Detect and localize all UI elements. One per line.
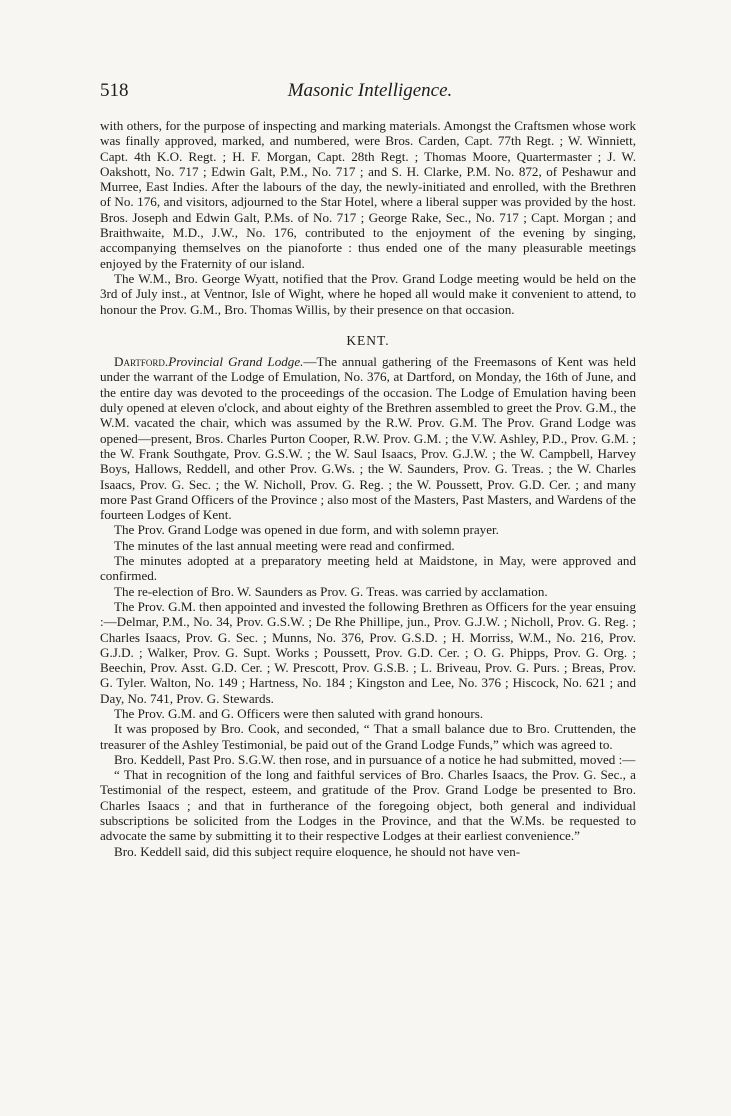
- page-header: [100, 80, 640, 106]
- paragraph: The Prov. G.M. then appointed and invested the following Brethren as Officers for the year ensuing :—Delmar, P.M., No. 34, Prov. G.S.W. ; De Rhe Phillipe, jun., Prov. G.J.W. ; Nicholl, Prov. G. Reg. ; Charles Isaacs, Prov. G. Sec. ; Munns, No. 376, Prov. G.S.D. ; H. Morriss, W.M., No. 216, Prov. G.J.D. ; Walker, Prov. G. Supt. Works ; Poussett, Prov. G.D. Cer. ; O. G. Phipps, Prov. G. Org. ; Beechin, Prov. Asst. G.D. Cer. ; W. Prescott, Prov. G.S.B. ; L. Briveau, Prov. G. Purs. ; Breas, Prov. G. Tyler. Walton, No. 149 ; Hartness, No. 184 ; Kingston and Lee, No. 376 ; Hiscock, No. 621 ; and Day, No. 741, Prov. G. Stewards.: [100, 598, 636, 706]
- paragraph-text: —The annual gathering of the Freemasons of Kent was held under the warrant of the Lodge of Emulation, No. 376, at Dartford, on Monday, the 16th of June, and the entire day was devoted to the proceedings of the occasion. The Lodge of Emulation having been duly opened at eleven o'clock, and about eighty of the Brethren assembled to greet the Prov. G.M., the W.M. vacated the chair, which was assumed by the R.W. Prov. G.M. The Prov. Grand Lodge was opened—present, Bros. Charles Purton Cooper, R.W. Prov. G.M. ; the V.W. Ashley, P.D., Prov. G.M. ; the W. Frank Southgate, Prov. G.S.W. ; the W. Saul Isaacs, Prov. G.J.W. ; the W. Campbell, Harvey Boys, Hallows, Reddell, and other Prov. G.Ws. ; the W. Saunders, Prov. G. Treas. ; the W. Charles Isaacs, Prov. G. Sec. ; the W. Nicholl, Prov. G. Reg. ; the W. Poussett, Prov. G.D. Cer. ; and many more Past Grand Officers of the Province ; also most of the Masters, Past Masters, and Wardens of the fourteen Lodges of Kent.: [100, 354, 636, 523]
- body-text: [100, 118, 636, 859]
- paragraph: The W.M., Bro. George Wyatt, notified that the Prov. Grand Lodge meeting would be held on the 3rd of July inst., at Ventnor, Isle of Wight, where he hoped all would make it convenient to attend, to honour the Prov. G.M., Bro. Thomas Willis, by their presence on that occasion.: [100, 270, 636, 317]
- paragraph: The minutes adopted at a preparatory meeting held at Maidstone, in May, were approved and confirmed.: [100, 553, 636, 584]
- paragraph: Bro. Keddell said, did this subject require eloquence, he should not have ven-: [114, 843, 521, 859]
- paragraph: The re-election of Bro. W. Saunders as Prov. G. Treas. was carried by acclamation.: [114, 583, 548, 599]
- lead-title: Provincial Grand Lodge.: [168, 354, 304, 370]
- paragraph: Bro. Keddell, Past Pro. S.G.W. then rose, and in pursuance of a notice he had submitted, moved :—: [114, 751, 636, 767]
- running-title: Masonic Intelligence.: [287, 80, 453, 101]
- paragraph: It was proposed by Bro. Cook, and seconded, “ That a small balance due to Bro. Cruttenden, the treasurer of the Ashley Testimonial, be paid out of the Grand Lodge Funds,” which was agreed to.: [100, 721, 636, 752]
- paragraph: The Prov. Grand Lodge was opened in due form, and with solemn prayer.: [114, 522, 499, 538]
- paragraph: The Prov. G.M. and G. Officers were then saluted with grand honours.: [114, 705, 484, 721]
- paragraph: “ That in recognition of the long and faithful services of Bro. Charles Isaacs, the Prov. G. Sec., a Testimonial of the respect, esteem, and gratitude of the Prov. Grand Lodge be presented to Bro. Charles Isaacs ; and that in furtherance of the foregoing object, both general and individual subscriptions be solicited from the Lodges in the Province, and that the W.Ms. be requested to advocate the same by submitting it to their respective Lodges at their earliest convenience.”: [100, 767, 636, 844]
- paragraph: with others, for the purpose of inspecting and marking materials. Amongst the Craftsmen whose work was finally approved, marked, and numbered, were Bros. Carden, Capt. 77th Regt. ; W. Winniett, Capt. 4th K.O. Regt. ; H. F. Morgan, Capt. 28th Regt. ; Thomas Moore, Quartermaster ; J. W. Oakshott, No. 717 ; Edwin Galt, P.M., No. 717 ; and S. H. Clarke, P.M. No. 872, of Peshawur and Murree, East Indies. After the labours of the day, the newly-initiated and enrolled, with the Brethren of No. 176, and visitors, adjourned to the Star Hotel, where a liberal supper was provided by the host. Bros. Joseph and Edwin Galt, P.Ms. of No. 717 ; George Rake, Sec., No. 717 ; Capt. Morgan ; and Braithwaite, M.D., J.W., No. 176, contributed to the enjoyment of the evening by singing, accompanying themselves on the pianoforte : thus ended one of the many pleasurable meetings enjoyed by the Fraternity of our island.: [100, 118, 636, 271]
- paragraph: The minutes of the last annual meeting were read and confirmed.: [114, 537, 455, 553]
- lead-place: Dartford.: [114, 354, 169, 370]
- paragraph: [100, 354, 636, 522]
- section-heading-kent: KENT.: [346, 332, 390, 348]
- page-number: 518: [100, 80, 129, 101]
